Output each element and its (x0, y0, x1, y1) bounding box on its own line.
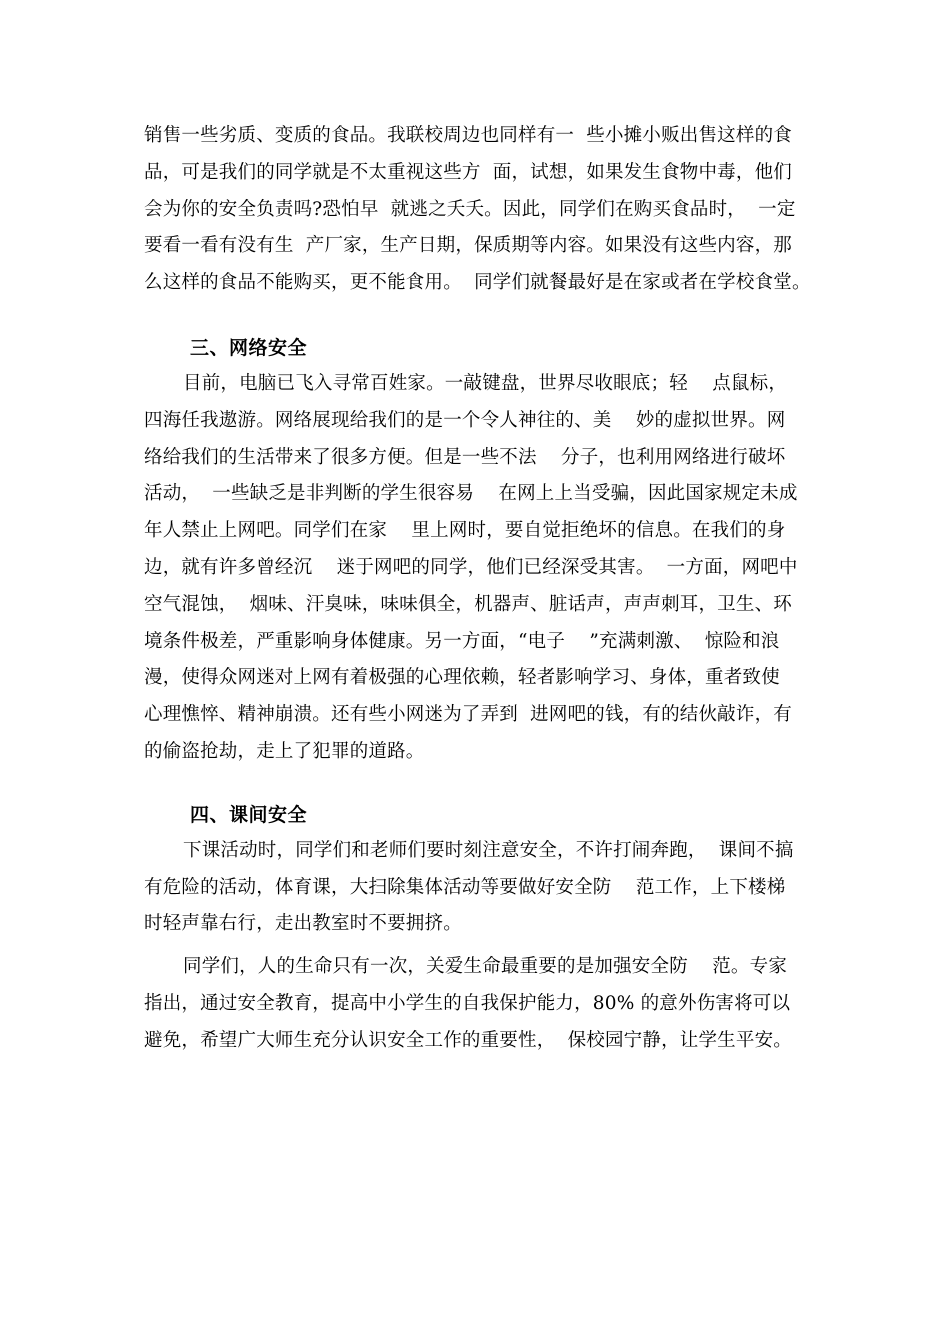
text-line: 要看一看有没有生 产厂家，生产日期，保质期等内容。如果没有这些内容，那 (144, 235, 792, 257)
text-line: 有危险的活动，体育课，大扫除集体活动等要做好安全防 范工作，上下楼梯 (144, 876, 786, 898)
text-line: 销售一些劣质、变质的食品。我联校周边也同样有一 些小摊小贩出售这样的食 (144, 125, 792, 146)
text-line: 边，就有许多曾经沉 迷于网吧的同学，他们已经深受其害。 一方面，网吧中 (144, 556, 798, 578)
text-line: 空气混蚀， 烟味、汗臭味，味味俱全，机器声、脏话声，声声刺耳，卫生、环 (144, 593, 792, 615)
text-line: 年人禁止上网吧。同学们在家 里上网时，要自觉拒绝坏的信息。在我们的身 (144, 520, 786, 542)
text-line: 络给我们的生活带来了很多方便。但是一些不法 分子，也利用网络进行破坏 (144, 446, 786, 468)
text-line: 活动， 一些缺乏是非判断的学生很容易 在网上上当受骗，因此国家规定未成 (144, 483, 798, 505)
text-line: 会为你的安全负责吗?恐怕早 就逃之夭夭。因此，同学们在购买食品时， 一定 (144, 198, 796, 220)
intro-paragraph (144, 118, 814, 302)
text-line: 的偷盗抢劫，走上了犯罪的道路。 (144, 740, 425, 762)
text-line: 心理憔悴、精神崩溃。还有些小网迷为了弄到 进网吧的钱，有的结伙敲诈，有 (144, 704, 792, 726)
network-safety-paragraph (144, 366, 814, 771)
text-line: 么这样的食品不能购买，更不能食用。 同学们就餐最好是在家或者在学校食堂。 (144, 272, 811, 294)
text-line: 避免，希望广大师生充分认识安全工作的重要性， 保校园宁静，让学生平安。 (144, 1029, 792, 1051)
document-body (144, 118, 814, 1060)
text-line: 时轻声靠右行，走出教室时不要拥挤。 (144, 913, 462, 935)
text-line: 目前，电脑已飞入寻常百姓家。一敲键盘，世界尽收眼底；轻 点鼠标， (183, 372, 788, 394)
break-safety-paragraph (144, 833, 814, 943)
text-line: 品，可是我们的同学就是不太重视这些方 面，试想，如果发生食物中毒，他们 (144, 161, 792, 183)
text-line: 四海任我遨游。网络展现给我们的是一个令人神往的、美 妙的虚拟世界。网 (144, 409, 786, 431)
text-line: 漫，使得众网迷对上网有着极强的心理依赖，轻者影响学习、身体，重者致使 (144, 667, 780, 689)
text-line: 下课活动时，同学们和老师们要时刻注意安全，不许打闹奔跑， 课间不搞 (183, 839, 794, 861)
section-heading-break-safety: 四、课间安全 (190, 803, 308, 826)
closing-paragraph (144, 949, 814, 1059)
text-line: 境条件极差，严重影响身体健康。另一方面，“电子 ”充满刺激、 惊险和浪 (144, 630, 780, 652)
text-line: 同学们，人的生命只有一次，关爱生命最重要的是加强安全防 范。专家 (183, 956, 788, 978)
text-line: 指出，通过安全教育，提高中小学生的自我保护能力，80% 的意外伤害将可以 (144, 992, 791, 1014)
section-heading-network-safety: 三、网络安全 (190, 336, 308, 359)
